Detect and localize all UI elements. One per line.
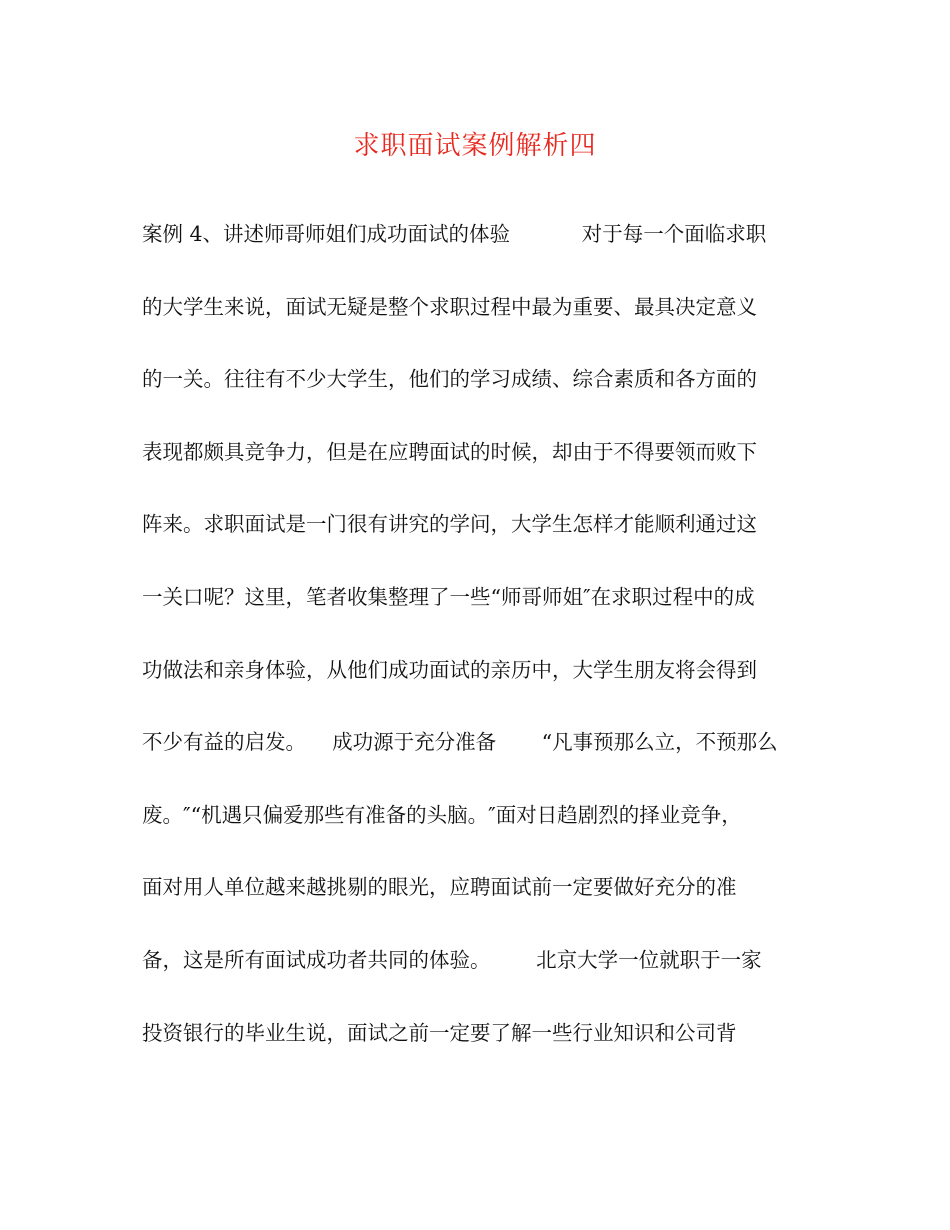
document-body (142, 216, 822, 1087)
body-line: 面对用人单位越来越挑剔的眼光，应聘面试前一定要做好充分的准 (142, 875, 737, 900)
body-line: 的大学生来说，面试无疑是整个求职过程中最为重要、最具决定意义 (142, 294, 757, 319)
body-line: 一关口呢？这里，笔者收集整理了一些“师哥师姐″在求职过程中的成 (142, 584, 755, 609)
body-line: 投资银行的毕业生说，面试之前一定要了解一些行业知识和公司背 (142, 1020, 737, 1045)
body-line: 的一关。往往有不少大学生，他们的学习成绩、综合素质和各方面的 (142, 367, 757, 392)
body-line: 表现都颇具竞争力，但是在应聘面试的时候，却由于不得要领而败下 (142, 439, 757, 464)
body-line: 备，这是所有面试成功者共同的体验。 北京大学一位就职于一家 (142, 947, 762, 972)
body-line: 不少有益的启发。 成功源于充分准备 “凡事预那么立，不预那么 (142, 730, 778, 755)
body-line: 案例 4、讲述师哥师姐们成功面试的体验 对于每一个面临求职 (142, 222, 767, 246)
body-line: 功做法和亲身体验，从他们成功面试的亲历中，大学生朋友将会得到 (142, 657, 757, 682)
document-title: 求职面试案例解析四 (353, 131, 597, 161)
body-line: 阵来。求职面试是一门很有讲究的学问，大学生怎样才能顺利通过这 (142, 512, 757, 537)
body-line: 废。″“机遇只偏爱那些有准备的头脑。″面对日趋剧烈的择业竞争， (142, 802, 742, 827)
